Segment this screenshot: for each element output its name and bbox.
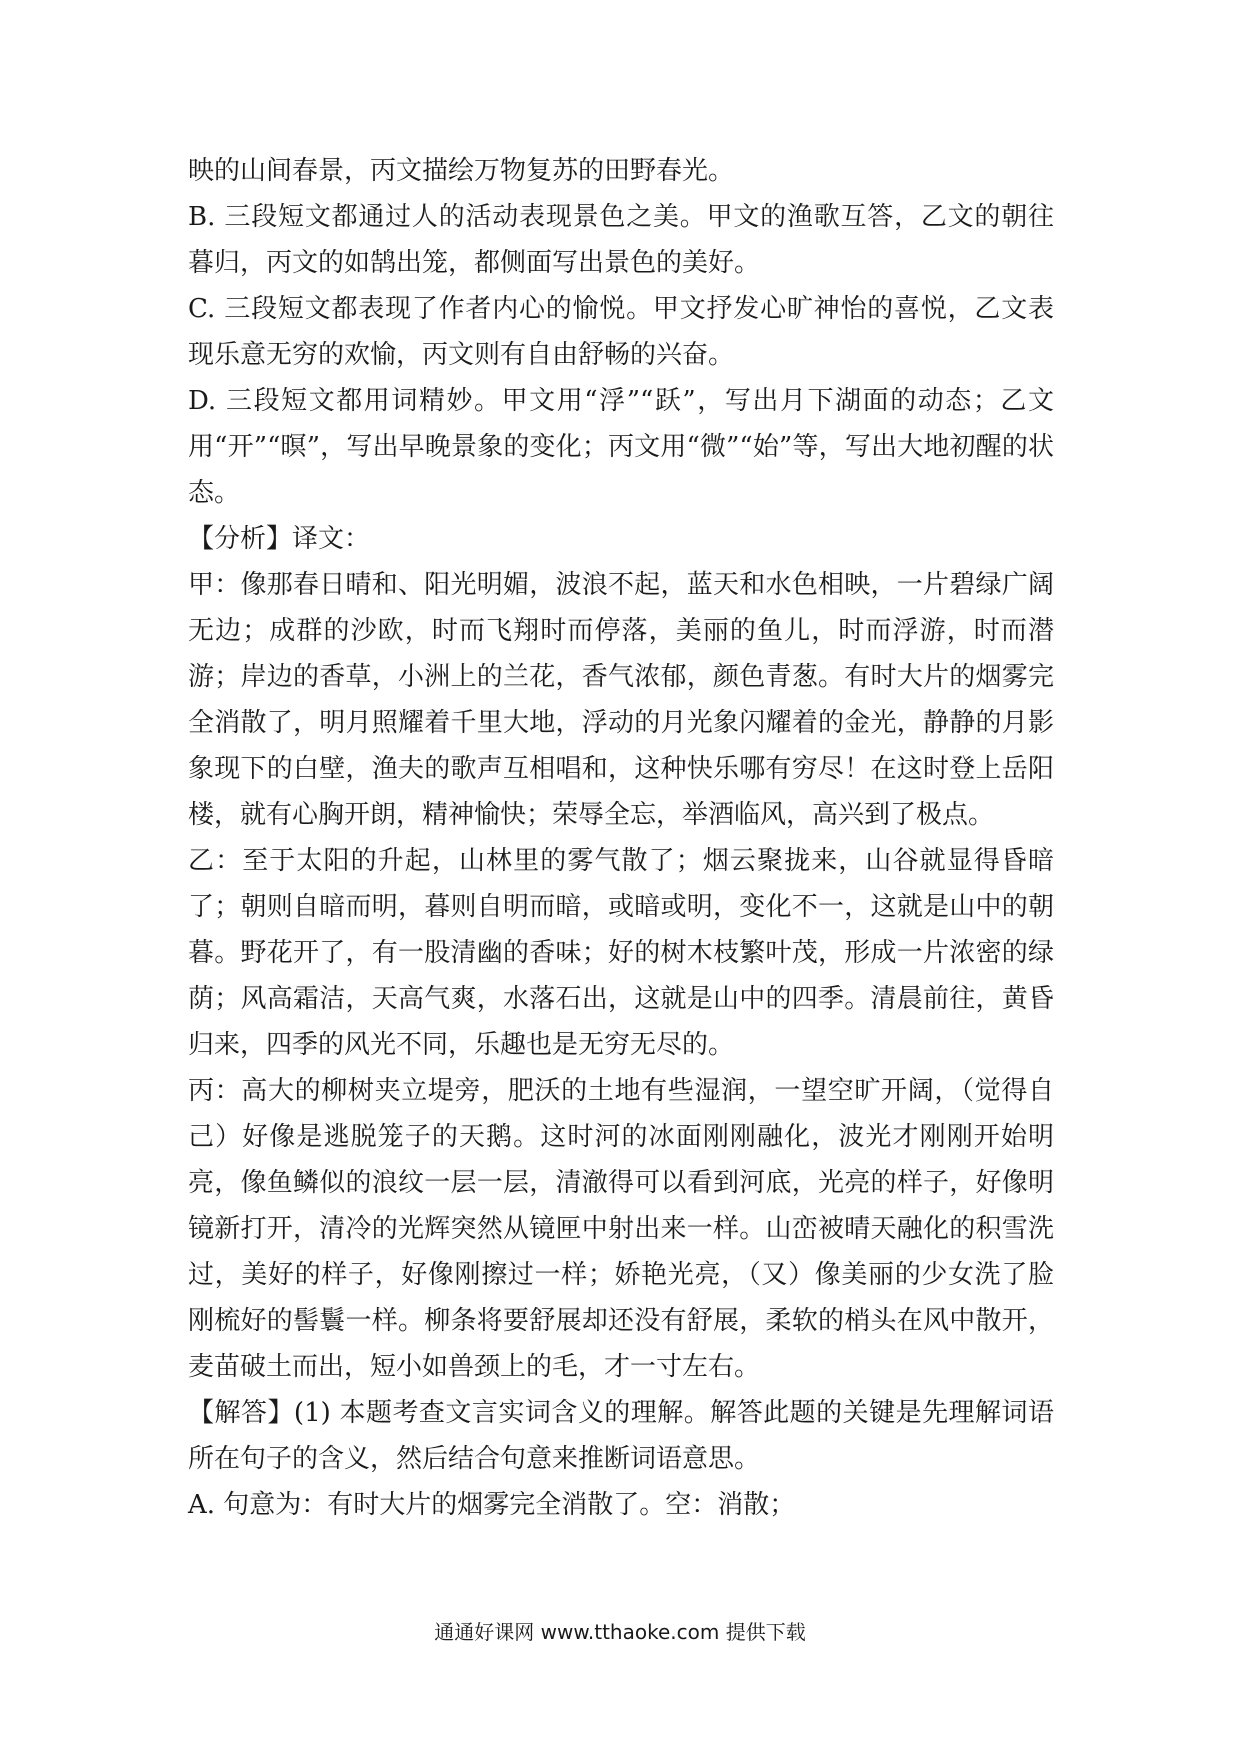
option-d: D. 三段短文都用词精妙。甲文用“浮”“跃”，写出月下湖面的动态；乙文用“开”“暝”，写出早晚景象的变化；丙文用“微”“始”等，写出大地初醒的状态。	[188, 386, 1054, 508]
answer-option-a: A. 句意为：有时大片的烟雾完全消散了。空：消散；	[188, 1490, 796, 1520]
option-b: B. 三段短文都通过人的活动表现景色之美。甲文的渔歌互答，乙文的朝往暮归，丙文的如鹄出笼，都侧面写出景色的美好。	[188, 202, 1054, 278]
option-c: C. 三段短文都表现了作者内心的愉悦。甲文抒发心旷神怡的喜悦，乙文表现乐意无穷的欢愉，丙文则有自由舒畅的兴奋。	[188, 294, 1054, 370]
translation-jia: 甲：像那春日晴和、阳光明媚，波浪不起，蓝天和水色相映，一片碧绿广阔无边；成群的沙欧，时而飞翔时而停落，美丽的鱼儿，时而浮游，时而潜游；岸边的香草，小洲上的兰花，香气浓郁，颜色青葱。有时大片的烟雾完全消散了，明月照耀着千里大地，浮动的月光象闪耀着的金光，静静的月影象现下的白壁，渔夫的歌声互相唱和，这种快乐哪有穷尽！在这时登上岳阳楼，就有心胸开朗，精神愉快；荣辱全忘，举酒临风，高兴到了极点。	[188, 570, 1054, 830]
translation-bing: 丙：高大的柳树夹立堤旁，肥沃的土地有些湿润，一望空旷开阔，（觉得自己）好像是逃脱笼子的天鹅。这时河的冰面刚刚融化，波光才刚刚开始明亮，像鱼鳞似的浪纹一层一层，清澈得可以看到河底，光亮的样子，好像明镜新打开，清冷的光辉突然从镜匣中射出来一样。山峦被晴天融化的积雪洗过，美好的样子，好像刚擦过一样；娇艳光亮，（又）像美丽的少女洗了脸刚梳好的髻鬟一样。柳条将要舒展却还没有舒展，柔软的梢头在风中散开，麦苗破土而出，短小如兽颈上的毛，才一寸左右。	[188, 1076, 1054, 1382]
translation-yi: 乙：至于太阳的升起，山林里的雾气散了；烟云聚拢来，山谷就显得昏暗了；朝则自暗而明，暮则自明而暗，或暗或明，变化不一，这就是山中的朝暮。野花开了，有一股清幽的香味；好的树木枝繁叶茂，形成一片浓密的绿荫；风高霜洁，天高气爽，水落石出，这就是山中的四季。清晨前往，黄昏归来，四季的风光不同，乐趣也是无穷无尽的。	[188, 846, 1054, 1060]
document-body	[188, 148, 1054, 1528]
analysis-heading: 【分析】译文：	[188, 524, 371, 554]
answer-section: 【解答】(1) 本题考查文言实词含义的理解。解答此题的关键是先理解词语所在句子的含义，然后结合句意来推断词语意思。	[188, 1398, 1054, 1474]
paragraph-continuation: 映的山间春景，丙文描绘万物复苏的田野春光。	[188, 156, 735, 186]
page-footer: 通通好课网 www.tthaoke.com 提供下载	[434, 1620, 806, 1644]
